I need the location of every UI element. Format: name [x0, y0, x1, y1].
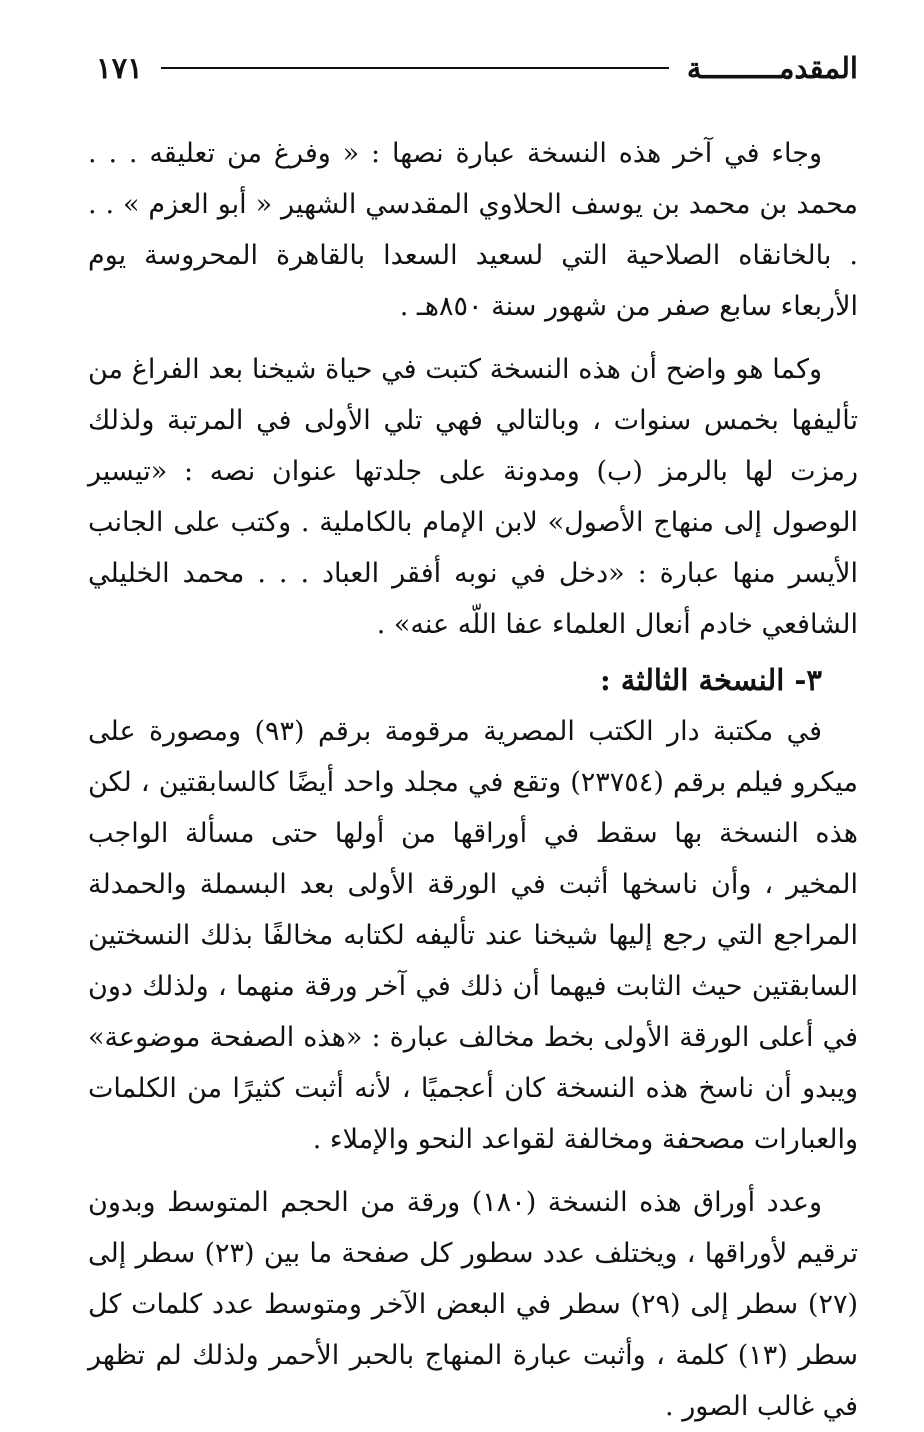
paragraph-third-copy-description: في مكتبة دار الكتب المصرية مرقومة برقم (٩٣) ومصورة على ميكرو فيلم برقم (٢٣٧٥٤) وتقع في مجلد واحد أيضًا كالسابقتين ، لكن هذه النسخة بها سقط في أوراقها من أولها حتى مسألة الواجب المخير ، وأن ناسخها أثبت في الورقة الأولى بعد البسملة والحمدلة المراجع التي رجع إليها شيخنا عند تأليفه لكتابه مخالفًا بذلك النسختين السابقتين حيث الثابت فيهما أن ذلك في آخر ورقة منهما ، ولذلك دون في أعلى الورقة الأولى بخط مخالف عبارة : «هذه الصفحة موضوعة» ويبدو أن ناسخ هذه النسخة كان أعجميًا ، لأنه أثبت كثيرًا من الكلمات والعبارات مصحفة ومخالفة لقواعد النحو والإملاء . — [88, 716, 858, 1155]
section-heading-third-copy: ٣- النسخة الثالثة : — [599, 663, 822, 697]
paragraph-colophon: وجاء في آخر هذه النسخة عبارة نصها : « وفرغ من تعليقه . . . محمد بن محمد بن يوسف الحلاوي المقدسي الشهير « أبو العزم » . . . بالخانقاه الصلاحية التي لسعيد السعدا بالقاهرة المحروسة يوم الأربعاء سابع صفر من شهور سنة ٨٥٠هـ . — [88, 138, 858, 322]
paragraph-copy-b: وكما هو واضح أن هذه النسخة كتبت في حياة شيخنا بعد الفراغ من تأليفها بخمس سنوات ، وبالتالي فهي تلي الأولى في المرتبة ولذلك رمزت لها بالرمز (ب) ومدونة على جلدتها عنوان نصه : «تيسير الوصول إلى منهاج الأصول» لابن الإمام بالكاملية . وكتب على الجانب الأيسر منها عبارة : «دخل في نوبه أفقر العباد . . . محمد الخليلي الشافعي خادم أنعال العلماء عفا اللّه عنه» . — [88, 354, 858, 640]
page-body — [88, 128, 858, 1432]
running-header-title: المقدمـــــــــة — [686, 51, 858, 85]
running-header — [96, 48, 858, 88]
header-rule — [161, 67, 669, 69]
page-number: ١٧١ — [96, 51, 143, 85]
paragraph-third-copy-details: وعدد أوراق هذه النسخة (١٨٠) ورقة من الحجم المتوسط وبدون ترقيم لأوراقها ، ويختلف عدد سطور كل صفحة ما بين (٢٣) سطر إلى (٢٧) سطر إلى (٢٩) سطر في البعض الآخر ومتوسط عدد كلمات كل سطر (١٣) كلمة ، وأثبت عبارة المنهاج بالحبر الأحمر ولذلك لم تظهر في غالب الصور . — [88, 1187, 858, 1422]
